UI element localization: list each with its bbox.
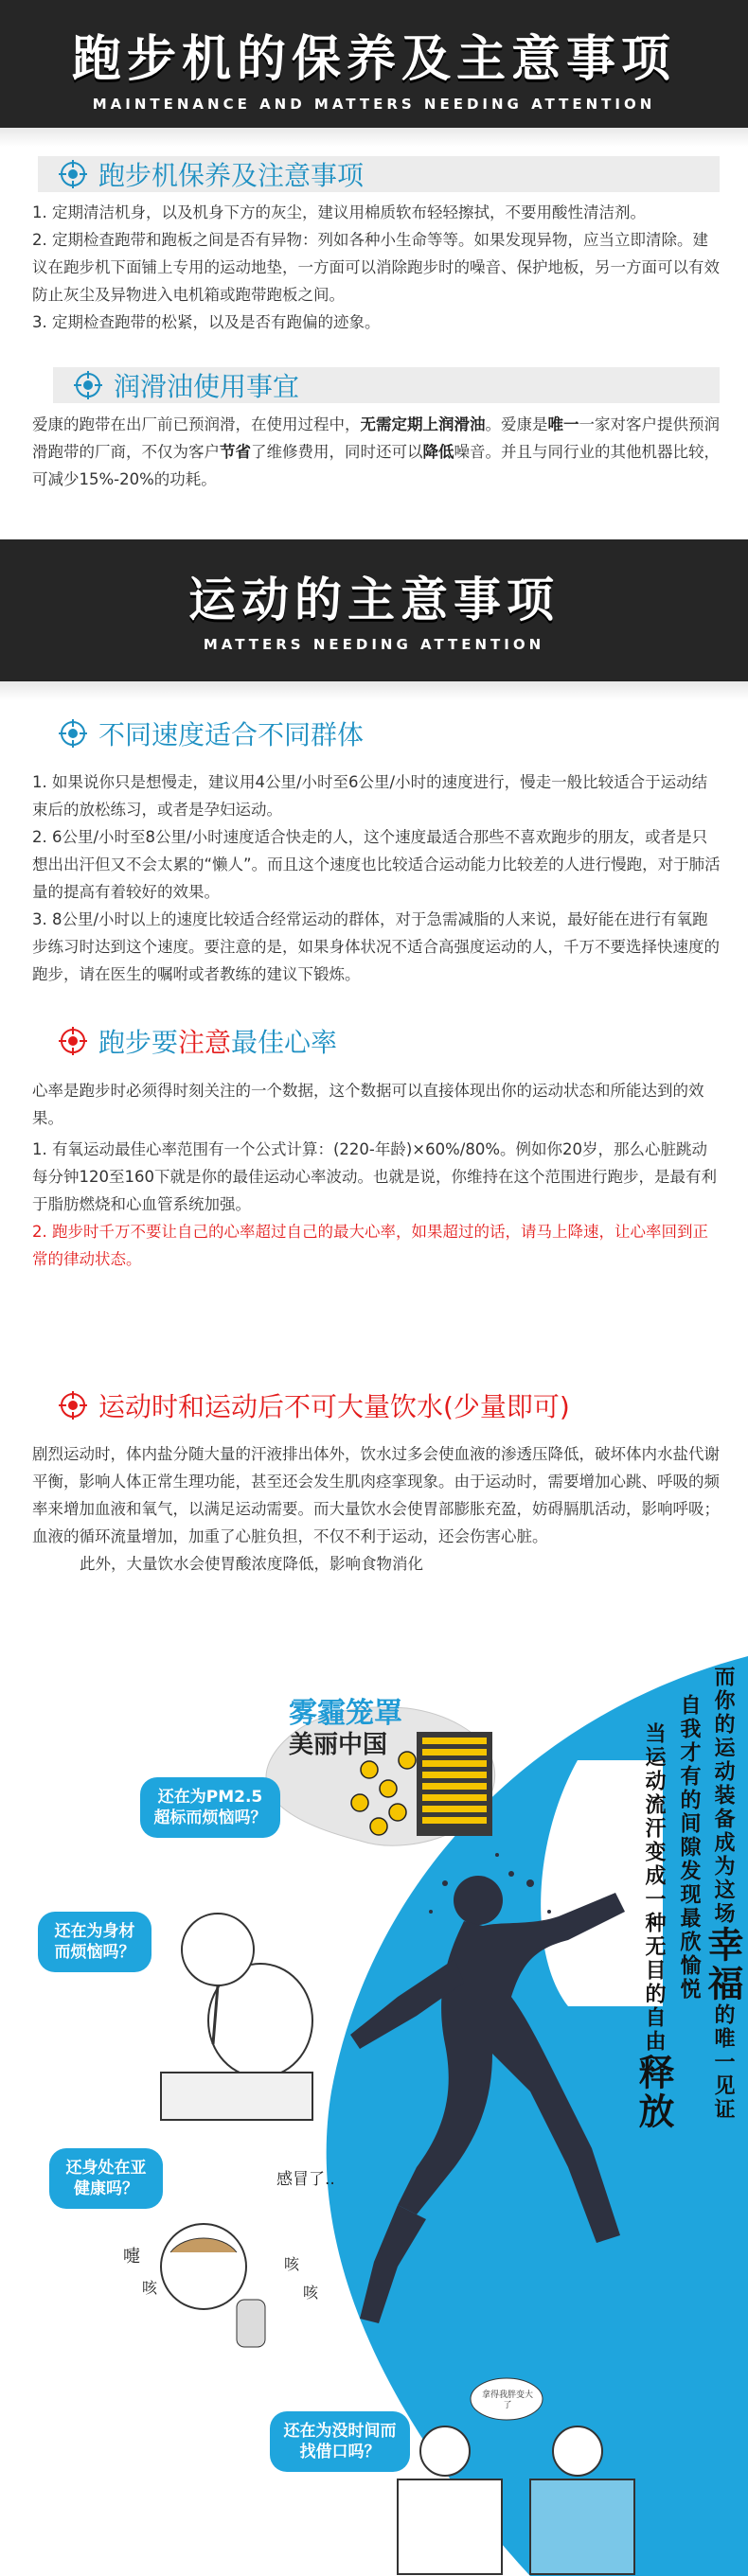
- banner-subtitle: MATTERS NEEDING ATTENTION: [203, 636, 545, 653]
- text: 爱康的跑带在出厂前已预润滑，在使用过程中，: [32, 415, 361, 433]
- list-item: 1. 定期清洁机身，以及机身下方的灰尘，建议用棉质软布轻轻擦拭，不要用酸性清洁剂。: [32, 203, 646, 221]
- banner-title: 运动的主意事项: [188, 573, 560, 627]
- text: 一家对客户提供预润滑跑带的厂商，不仅为客户: [32, 415, 720, 461]
- maintenance-list: [32, 199, 721, 336]
- text: 。爱康是: [485, 415, 548, 433]
- banner-title: 跑步机的保养及主意事项: [71, 31, 676, 88]
- target-icon: [59, 160, 87, 188]
- section-header-water: [38, 1386, 720, 1424]
- cough-label: 咳: [303, 2284, 319, 2302]
- title-highlight: 注意: [178, 1027, 232, 1058]
- list-item: 3. 定期检查跑带的松紧，以及是否有跑偏的迹象。: [32, 313, 381, 331]
- luggage-icon: [237, 2300, 265, 2347]
- section-header-lube: [53, 367, 720, 403]
- bubble-time: 还在为没时间而找借口吗？: [270, 2411, 410, 2472]
- target-icon: [59, 719, 87, 748]
- smog-subtitle: 美丽中国: [289, 1731, 388, 1759]
- slogan-column-3: [702, 1666, 743, 2233]
- sneeze-label: 嚏: [123, 2247, 140, 2267]
- speed-list: [32, 768, 721, 988]
- bold-text: 节省: [220, 443, 251, 461]
- slogan-text: 而你的运动装备成为这场: [711, 1666, 735, 1926]
- section-title: [98, 1022, 337, 1060]
- smog-title: 雾霾笼罩: [289, 1697, 402, 1730]
- banner-maintenance: [0, 0, 748, 128]
- cough-label: 咳: [284, 2255, 300, 2273]
- section-title: 跑步机保养及注意事项: [98, 160, 365, 191]
- bubble-pm25: 还在为PM2.5超标而烦恼吗？: [140, 1777, 280, 1838]
- title-part: 跑步要: [98, 1027, 179, 1058]
- section-header-heart: [38, 1022, 720, 1060]
- heart-intro: [32, 1077, 721, 1132]
- heart-list: [32, 1136, 721, 1273]
- cold-label: 感冒了..: [276, 2170, 335, 2189]
- slogan-column-2: 自我才有的间隙发现最欣愉悦: [677, 1694, 701, 2002]
- banner-subtitle: MAINTENANCE AND MATTERS NEEDING ATTENTION: [92, 96, 656, 113]
- list-item: 1. 有氧运动最佳心率范围有一个公式计算：(220-年龄)×60%/80%。例如你20岁，那么心脏跳动每分钟120至160下就是你的最佳运动心率波动。也就是说，你维持在这个范围进行跑步，是最有利于脂肪燃烧和心血管系统加强。: [32, 1140, 717, 1213]
- list-item: 2. 定期检查跑带和跑板之间是否有异物：列如各种小生命等等。如果发现异物，应当立即清除。建议在跑步机下面铺上专用的运动地垫，一方面可以消除跑步时的噪音、保护地板，另一方面可以有效防止灰尘及异物进入电机箱或跑带跑板之间。: [32, 231, 720, 304]
- title-part: 最佳心率: [231, 1027, 338, 1058]
- section-title: 润滑油使用事宜: [114, 371, 300, 402]
- text: 心率是跑步时必须得时刻关注的一个数据，这个数据可以直接体现出你的运动状态和所能达到的效果。: [32, 1082, 704, 1127]
- target-icon: [74, 371, 102, 399]
- bold-text: 唯一: [547, 415, 579, 433]
- lube-paragraph: [32, 411, 721, 493]
- water-paragraph: [32, 1440, 721, 1578]
- bold-text: 降低: [422, 443, 454, 461]
- office-worker-right: [530, 2479, 634, 2574]
- section-title: 运动时和运动后不可大量饮水(少量即可): [98, 1391, 570, 1422]
- text: 噪音。并且与同行业的其他机器比较，可减少15%-20%的功耗。: [32, 443, 720, 488]
- list-item: 2. 6公里/小时至8公里/小时速度适合快走的人，这个速度最适合那些不喜欢跑步的朋友，或者是只想出出汗但又不会太累的“懒人”。而且这个速度也比较适合运动能力比较差的人进行慢跑，对于肺活量的提高有着较好的效果。: [32, 828, 721, 901]
- section-header-speed: [38, 715, 720, 752]
- banner-exercise: [0, 539, 748, 681]
- list-item: 3. 8公里/小时以上的速度比较适合经常运动的群体，对于急需减脂的人来说，最好能在进行有氧跑步练习时达到这个速度。要注意的是，如果身体状况不适合高强度运动的人，千万不要选择快速度的跑步，请在医生的嘱咐或者教练的建议下锻炼。: [32, 910, 720, 983]
- target-icon: [59, 1027, 87, 1055]
- text: 此外，大量饮水会使胃酸浓度降低，影响食物消化: [80, 1555, 423, 1573]
- text: 了维修费用，同时还可以: [251, 443, 423, 461]
- list-item-warning: 2. 跑步时千万不要让自己的心率超过自己的最大心率，如果超过的话，请马上降速，让心率回到正常的律动状态。: [32, 1223, 708, 1268]
- bubble-figure: 还在为身材而烦恼吗？: [38, 1912, 151, 1972]
- slogan-text: 当运动流汗变成一种无目的自由: [642, 1722, 666, 2054]
- slogan-text: 的唯一见证: [711, 2003, 735, 2122]
- banner-shadow: [0, 128, 748, 147]
- cough-label: 咳: [142, 2279, 158, 2297]
- section-title: 不同速度适合不同群体: [98, 719, 365, 750]
- bubble-health: 还身处在亚健康吗？: [49, 2148, 163, 2209]
- speech-text: 拿得我胖变大了: [481, 2391, 533, 2410]
- slogan-column-1: [632, 1722, 674, 2214]
- sick-child: [161, 2224, 246, 2309]
- slogan-emphasis: 释放: [632, 2054, 674, 2131]
- mirror-icon: [182, 1914, 254, 1985]
- bold-text: 无需定期上润滑油: [360, 415, 486, 433]
- scale-icon: [161, 2073, 312, 2120]
- promo-illustration: [0, 1599, 748, 2576]
- office-worker-left: [398, 2479, 502, 2574]
- section-header-maintenance: [38, 156, 720, 192]
- slogan-emphasis: 幸福: [702, 1926, 743, 2003]
- target-icon: [59, 1391, 87, 1420]
- banner-shadow: [0, 681, 748, 700]
- list-item: 1. 如果说你只是想慢走，建议用4公里/小时至6公里/小时的速度进行，慢走一般比较适合于运动结束后的放松练习，或者是孕妇运动。: [32, 773, 708, 819]
- text: 剧烈运动时，体内盐分随大量的汗液排出体外，饮水过多会使血液的渗透压降低，破坏体内水盐代谢平衡，影响人体正常生理功能，甚至还会发生肌肉痉挛现象。由于运动时，需要增加心跳、呼吸的频率来增加血液和氧气，以满足运动需要。而大量饮水会使胃部膨胀充盈，妨碍膈肌活动，影响呼吸；血液的循环流量增加，加重了心脏负担，不仅不利于运动，还会伤害心脏。: [32, 1445, 720, 1545]
